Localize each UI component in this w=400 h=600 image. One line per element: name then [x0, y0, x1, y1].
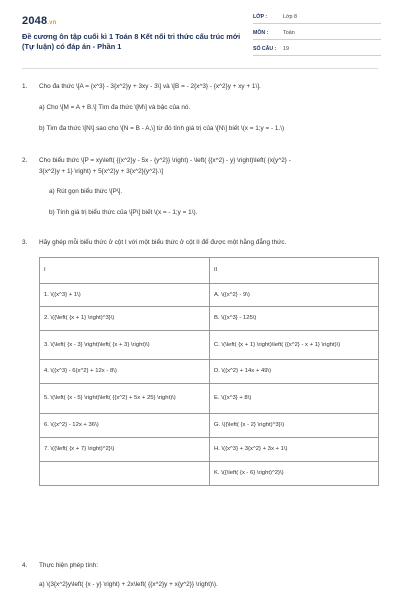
page-header [0, 0, 400, 62]
site-logo[interactable] [22, 15, 57, 27]
question-text-line-1: Cho biểu thức \[P = xy\left( {{x^2}y - 5x - {y^2}} \right) - \left( {{x^2} - y} \right)\left( {x{y^2} - [39, 157, 291, 164]
table-cell: 3. \(\left( {x - 3} \right)\left( {x + 3} \right)\) [40, 331, 210, 360]
table-cell: K. \({\left( {x - 6} \right)^2}\) [210, 462, 379, 486]
question-text: Hãy ghép mỗi biểu thức ở cột I với một biểu thức ở cột II để được một hằng đẳng thức. [39, 239, 287, 246]
table-cell: C. \(\left( {x + 1} \right)\left( {{x^2} - x + 1} \right)\) [210, 331, 379, 360]
table-row [40, 414, 379, 438]
question-text: Cho đa thức \[A = {x^3} - 3{x^2}y + 3xy - 3\] và \[B = - 2{x^3} - {x^2}y + xy + 1\]. [39, 83, 261, 90]
meta-row-count [253, 43, 381, 56]
table-row [40, 331, 379, 360]
meta-value: Toán [283, 30, 295, 36]
table-row [40, 284, 379, 307]
question-number: 2. [22, 157, 28, 164]
table-row [40, 438, 379, 462]
table-cell: A. \({x^2} - 9\) [210, 284, 379, 307]
meta-row-subject [253, 27, 381, 40]
meta-row-class [253, 11, 381, 24]
meta-label: LỚP : [253, 14, 268, 20]
question-number: 3. [22, 239, 28, 246]
meta-value: 19 [283, 46, 289, 52]
meta-label: MÔN : [253, 30, 269, 36]
question-3 [22, 238, 382, 247]
question-4-part-a: a) \(3{x^2}y\left( {x - y} \right) + 2x\left( {{x^2}y + x{y^2}} \right)\). [39, 581, 218, 588]
column-header-ii: II [210, 258, 379, 284]
question-1-part-b: b) Tìm đa thức \[N\] sao cho \[N = B - A,\] từ đó tính giá trị của \[N\] biết \(x = 1;y = - 1.\) [39, 125, 285, 132]
question-2-part-a: a) Rút gọn biểu thức \[P\]. [49, 188, 123, 195]
question-text-line-2: 3{x^2}y + 1} \right) + 5{x^2}y + 3{x^2}{y^2}.\] [39, 168, 164, 175]
table-cell: 7. \({\left( {x + 7} \right)^2}\) [40, 438, 210, 462]
question-1 [22, 82, 382, 91]
table-row [40, 384, 379, 414]
table-cell: 4. \({x^3} - 6{x^2} + 12x - 8\) [40, 360, 210, 384]
question-number: 1. [22, 83, 28, 90]
page-title: Đề cương ôn tập cuối kì 1 Toán 8 Kết nối tri thức cấu trúc mới (Tự luận) có đáp án - Phần 1 [22, 32, 241, 51]
table-cell: 2. \({\left( {x + 1} \right)^3}\) [40, 307, 210, 331]
meta-info [253, 11, 381, 59]
table-cell [40, 462, 210, 486]
table-header-row [40, 258, 379, 284]
column-header-i: I [40, 258, 210, 284]
question-1-part-a: a) Cho \[M = A + B.\] Tìm đa thức \[M\] và bậc của nó. [39, 104, 191, 111]
table-cell: 6. \({x^2} - 12x + 36\) [40, 414, 210, 438]
table-cell: 1. \({x^3} + 1\) [40, 284, 210, 307]
question-number: 4. [22, 562, 28, 569]
header-divider [22, 68, 378, 69]
meta-value: Lớp 8 [283, 14, 298, 20]
question-2 [22, 156, 382, 176]
question-2-part-b: b) Tính giá trị biểu thức của \[P\] biết \(x = - 1;y = 1\). [49, 209, 198, 216]
table-row [40, 360, 379, 384]
question-4 [22, 561, 382, 570]
meta-label: SỐ CÂU : [253, 46, 277, 52]
table-cell: B. \({x^3} - 125\) [210, 307, 379, 331]
logo-main: 2048 [22, 15, 48, 27]
table-cell: G. \({\left( {x - 2} \right)^3}\) [210, 414, 379, 438]
logo-suffix: .vn [47, 20, 57, 26]
table-row [40, 462, 379, 486]
table-cell: H. \({x^3} + 3{x^2} + 3x + 1\) [210, 438, 379, 462]
table-cell: E. \({x^3} + 8\) [210, 384, 379, 414]
table-cell: D. \({x^2} + 14x + 49\) [210, 360, 379, 384]
table-cell: 5. \(\left( {x - 5} \right)\left( {{x^2} + 5x + 25} \right)\) [40, 384, 210, 414]
matching-table [39, 257, 379, 486]
table-row [40, 307, 379, 331]
question-text: Thực hiện phép tính: [39, 562, 98, 569]
